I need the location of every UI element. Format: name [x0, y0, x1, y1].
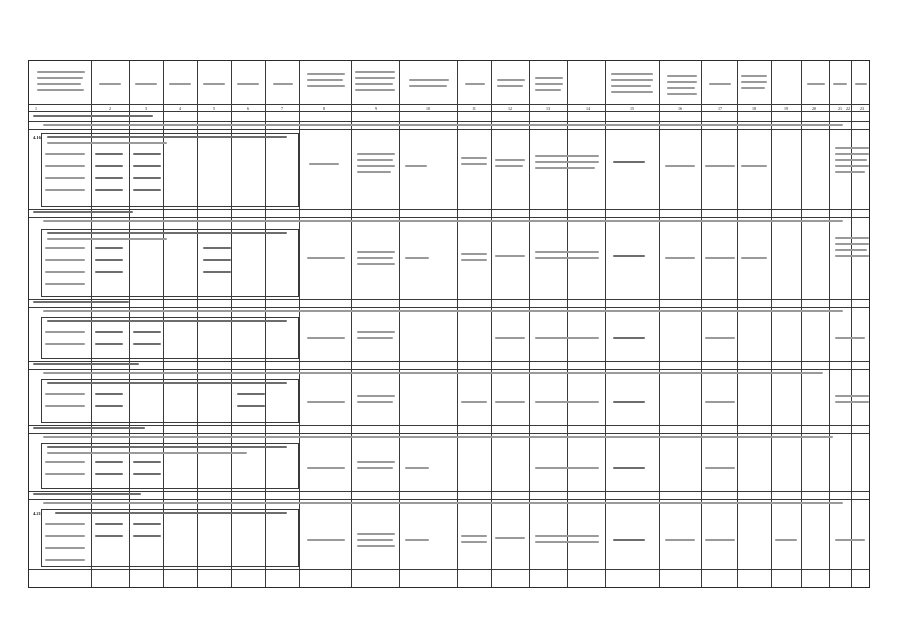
program-text: [43, 372, 823, 374]
header-text: [535, 77, 563, 79]
amount: [133, 473, 161, 475]
column-number: 3: [145, 106, 147, 111]
column-number: 2: [109, 106, 111, 111]
cell-text: [835, 237, 869, 239]
cell-text: [835, 171, 865, 173]
amount: [133, 177, 161, 179]
header-text: [611, 79, 653, 81]
object-name: [47, 232, 287, 234]
cell-text: [357, 539, 393, 541]
amount: [95, 535, 123, 537]
header-text: [741, 75, 767, 77]
object-name: [47, 238, 167, 240]
header-text: [833, 83, 847, 85]
column-divider: [737, 61, 738, 587]
column-number: 12: [508, 106, 512, 111]
funding-label: [45, 189, 85, 191]
column-number: 18: [752, 106, 756, 111]
cell-text: [307, 257, 345, 259]
section-heading: [33, 493, 141, 495]
cell-text: [835, 159, 867, 161]
cell-text: [461, 541, 487, 543]
header-text: [37, 83, 81, 85]
header-text: [99, 83, 121, 85]
cell-text: [835, 539, 865, 541]
amount: [95, 165, 123, 167]
object-row: [41, 443, 299, 489]
header-text: [37, 77, 83, 79]
header-text: [855, 83, 867, 85]
cell-text: [495, 255, 525, 257]
object-name: [47, 382, 287, 384]
header-text: [355, 89, 395, 91]
funding-label: [45, 523, 85, 525]
row-divider: [29, 217, 869, 218]
column-divider: [829, 61, 830, 587]
cell-text: [613, 539, 645, 541]
section-heading: [33, 115, 153, 117]
cell-text: [613, 401, 645, 403]
amount: [133, 331, 161, 333]
program-text: [43, 436, 833, 438]
cell-text: [495, 159, 525, 161]
cell-text: [535, 167, 595, 169]
funding-label: [45, 283, 85, 285]
cell-text: [357, 467, 393, 469]
column-number: 11: [472, 106, 476, 111]
cell-text: [535, 401, 599, 403]
header-text: [535, 83, 563, 85]
cell-text: [835, 395, 869, 397]
header-text: [37, 89, 84, 91]
cell-text: [835, 255, 869, 257]
cell-text: [495, 165, 523, 167]
header-text: [203, 83, 225, 85]
cell-text: [405, 467, 429, 469]
column-divider: [851, 61, 852, 587]
header-text: [169, 83, 191, 85]
header-text: [307, 79, 343, 81]
cell-text: [405, 165, 427, 167]
amount: [95, 343, 123, 345]
column-number: 19: [784, 106, 788, 111]
cell-text: [835, 243, 869, 245]
program-text: [43, 502, 843, 504]
amount: [237, 393, 265, 395]
header-text: [37, 71, 85, 73]
column-number: 16: [678, 106, 682, 111]
program-text: [43, 220, 843, 222]
row-divider: [29, 433, 869, 434]
row-divider: [29, 569, 869, 570]
column-divider: [351, 61, 352, 587]
cell-text: [307, 539, 345, 541]
cell-text: [461, 163, 487, 165]
row-divider: [29, 121, 869, 122]
funding-label: [45, 177, 85, 179]
column-number: 14: [586, 106, 590, 111]
amount: [95, 393, 123, 395]
row-divider: [29, 491, 869, 492]
cell-text: [705, 467, 735, 469]
column-divider: [491, 61, 492, 587]
header-text: [741, 81, 767, 83]
header-text: [409, 79, 449, 81]
column-number: 13: [546, 106, 550, 111]
column-number: 15: [630, 106, 634, 111]
column-number: 21: [838, 106, 842, 111]
amount: [237, 405, 265, 407]
cell-text: [613, 161, 645, 163]
cell-text: [461, 535, 487, 537]
header-text: [409, 85, 447, 87]
cell-text: [357, 395, 395, 397]
column-divider: [605, 61, 606, 587]
cell-text: [613, 467, 645, 469]
cell-text: [405, 257, 429, 259]
cell-text: [835, 249, 867, 251]
header-text: [611, 91, 653, 93]
cell-text: [613, 255, 645, 257]
row-divider: [29, 499, 869, 500]
cell-text: [309, 163, 339, 165]
column-divider: [701, 61, 702, 587]
header-text: [135, 83, 157, 85]
cell-text: [357, 533, 395, 535]
column-divider: [801, 61, 802, 587]
column-number: 5: [213, 106, 215, 111]
cell-text: [461, 157, 487, 159]
row-divider: [29, 129, 869, 130]
funding-label: [45, 259, 85, 261]
column-divider: [299, 61, 300, 587]
cell-text: [357, 159, 393, 161]
cell-text: [835, 147, 869, 149]
funding-label: [45, 153, 85, 155]
cell-text: [307, 337, 345, 339]
cell-text: [835, 401, 869, 403]
header-text: [535, 89, 561, 91]
object-name: [55, 512, 287, 514]
object-row: [41, 133, 299, 207]
cell-text: [613, 337, 645, 339]
row-divider: [29, 209, 869, 210]
cell-text: [665, 257, 695, 259]
cell-text: [775, 539, 797, 541]
cell-text: [705, 539, 735, 541]
object-name: [47, 320, 287, 322]
row-divider: [29, 369, 869, 370]
header-text: [237, 83, 259, 85]
column-number-row-bottom: [29, 111, 869, 112]
amount: [95, 523, 123, 525]
cell-text: [741, 257, 767, 259]
column-number: 4: [179, 106, 181, 111]
cell-text: [535, 161, 599, 163]
column-number: 7: [281, 106, 283, 111]
amount: [203, 247, 231, 249]
funding-label: [45, 165, 85, 167]
program-text: [43, 310, 843, 312]
cell-text: [835, 153, 869, 155]
cell-text: [357, 165, 395, 167]
cell-text: [495, 537, 525, 539]
object-name: [47, 446, 287, 448]
funding-label: [45, 271, 85, 273]
amount: [133, 535, 161, 537]
cell-text: [357, 461, 395, 463]
program-text: [43, 124, 843, 126]
cell-text: [357, 331, 395, 333]
funding-label: [45, 461, 85, 463]
cell-text: [357, 263, 395, 265]
header-text: [667, 75, 697, 77]
object-name: [47, 142, 167, 144]
section-heading: [33, 301, 129, 303]
amount: [95, 259, 123, 261]
amount: [95, 189, 123, 191]
amount: [95, 461, 123, 463]
cell-text: [405, 539, 429, 541]
row-divider: [29, 425, 869, 426]
header-text: [741, 87, 765, 89]
amount: [95, 247, 123, 249]
header-text: [307, 73, 345, 75]
column-divider: [567, 61, 568, 587]
object-row: [41, 317, 299, 359]
cell-text: [705, 257, 735, 259]
cell-text: [357, 545, 395, 547]
cell-text: [535, 541, 599, 543]
header-text: [611, 85, 651, 87]
cell-text: [357, 251, 395, 253]
column-divider: [457, 61, 458, 587]
header-text: [355, 77, 395, 79]
amount: [95, 271, 123, 273]
column-number: 6: [247, 106, 249, 111]
header-text: [307, 85, 345, 87]
amount: [133, 153, 161, 155]
funding-label: [45, 535, 85, 537]
object-name: [47, 136, 287, 138]
cell-text: [741, 165, 767, 167]
cell-text: [705, 337, 735, 339]
amount: [133, 189, 161, 191]
cell-text: [357, 337, 393, 339]
header-text: [709, 83, 731, 85]
funding-label: [45, 331, 85, 333]
cell-text: [535, 251, 599, 253]
column-number: 10: [426, 106, 430, 111]
cell-text: [705, 401, 735, 403]
funding-label: [45, 473, 85, 475]
cell-text: [461, 401, 487, 403]
cell-text: [535, 337, 599, 339]
funding-label: [45, 393, 85, 395]
header-text: [355, 83, 393, 85]
amount: [95, 331, 123, 333]
header-text: [667, 81, 697, 83]
amount: [133, 523, 161, 525]
cell-text: [357, 401, 393, 403]
cell-text: [535, 155, 599, 157]
funding-label: [45, 559, 85, 561]
amount: [95, 405, 123, 407]
funding-label: [45, 547, 85, 549]
funding-label: [45, 343, 85, 345]
amount: [133, 165, 161, 167]
column-number: 20: [812, 106, 816, 111]
section-heading: [33, 363, 139, 365]
amount: [133, 343, 161, 345]
cell-text: [307, 467, 345, 469]
header-text: [667, 87, 695, 89]
column-number: 1: [35, 106, 37, 111]
header-text: [273, 83, 293, 85]
cell-text: [357, 257, 393, 259]
cell-text: [307, 401, 345, 403]
header-text: [667, 93, 697, 95]
cell-text: [835, 337, 865, 339]
section-id: 4.16: [33, 135, 41, 140]
column-number: 23: [860, 106, 864, 111]
row-divider: [29, 307, 869, 308]
section-heading: [33, 211, 133, 213]
header-text: [497, 79, 525, 81]
cell-text: [495, 337, 525, 339]
column-number: 22: [846, 106, 850, 111]
header-text: [355, 71, 395, 73]
amount: [133, 461, 161, 463]
section-heading: [33, 427, 145, 429]
row-divider: [29, 361, 869, 362]
funding-label: [45, 405, 85, 407]
column-number: 9: [375, 106, 377, 111]
cell-text: [357, 171, 391, 173]
section-id: 4.21: [33, 511, 41, 516]
header-text: [611, 73, 653, 75]
column-number: 17: [718, 106, 722, 111]
cell-text: [665, 165, 695, 167]
header-text: [465, 83, 485, 85]
cell-text: [665, 539, 695, 541]
amount: [95, 177, 123, 179]
row-divider: [29, 299, 869, 300]
column-divider: [659, 61, 660, 587]
column-divider: [529, 61, 530, 587]
cell-text: [535, 467, 599, 469]
column-divider: [399, 61, 400, 587]
amount: [95, 153, 123, 155]
table-sheet: [28, 60, 870, 588]
amount: [203, 271, 231, 273]
cell-text: [835, 165, 869, 167]
column-number: 8: [323, 106, 325, 111]
cell-text: [705, 165, 735, 167]
column-number-row-top: [29, 104, 869, 105]
cell-text: [357, 153, 395, 155]
amount: [203, 259, 231, 261]
column-divider: [771, 61, 772, 587]
cell-text: [495, 401, 525, 403]
header-text: [807, 83, 825, 85]
object-name: [47, 452, 247, 454]
cell-text: [535, 535, 599, 537]
cell-text: [461, 253, 487, 255]
amount: [95, 473, 123, 475]
object-row: [41, 379, 299, 423]
cell-text: [461, 259, 487, 261]
header-text: [497, 85, 523, 87]
funding-label: [45, 247, 85, 249]
cell-text: [535, 257, 599, 259]
